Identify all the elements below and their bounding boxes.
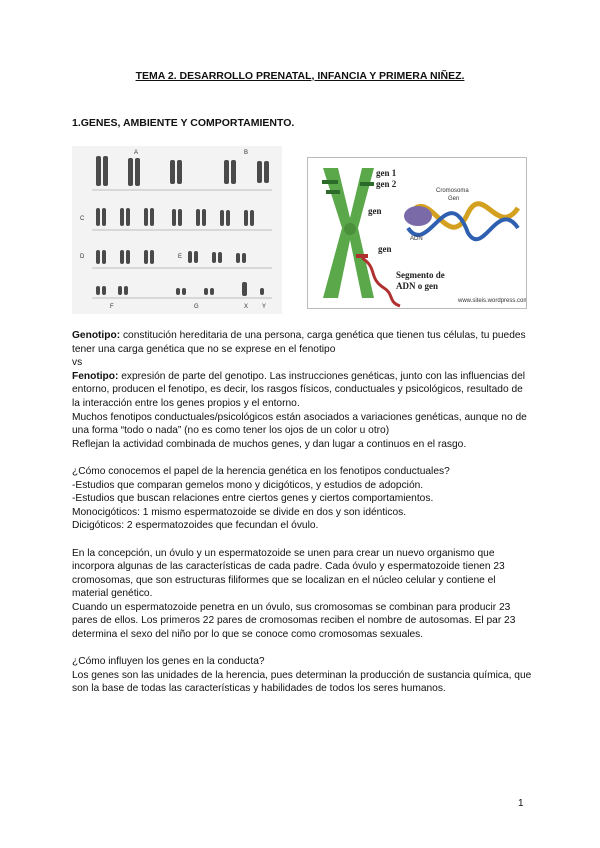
- group-label-d: D: [80, 254, 85, 260]
- document-title: TEMA 2. DESARROLLO PRENATAL, INFANCIA Y PRIMERA NIÑEZ.: [135, 70, 465, 82]
- page-number: 1: [518, 798, 524, 809]
- genotipo-paragraph: [72, 329, 532, 356]
- label-gen-a: gen: [368, 206, 382, 216]
- penetra-paragraph: Cuando un espermatozoide penetra en un óvulo, sus cromosomas se combinan para producir 23 pares de ellos. Los primeros 22 pares de cromosomas reciben el nombre de autosomas. El par 23 determina el sexo del niño por lo que se conoce como cromosomas sexuales.: [72, 601, 516, 641]
- question-herencia: ¿Cómo conocemos el papel de la herencia genética en los fenotipos conductuales?: [72, 465, 450, 477]
- group-label-y: Y: [262, 304, 267, 310]
- label-gen-helix: Gen: [448, 196, 460, 202]
- body-text: [72, 329, 532, 696]
- karyotype-image: [72, 146, 282, 314]
- estudios-genes: -Estudios que buscan relaciones entre ciertos genes y ciertos comportamientos.: [72, 493, 434, 505]
- group-label-b: B: [244, 150, 249, 156]
- fenotipo-definition: expresión de parte del genotipo. Las instrucciones genéticas, junto con las influencias del entorno, producen el fenotipo, es decir, los rasgos físicos, conductuales y psicológicos, resultado de la interacción entre los genes propios y el entorno.: [72, 370, 526, 409]
- estudios-gemelos: -Estudios que comparan gemelos mono y dicigóticos, y estudios de adopción.: [72, 479, 424, 491]
- monocigoticos-text: Monocigóticos: 1 mismo espermatozoide se divide en dos y son idénticos.: [72, 506, 407, 518]
- fenotipo-paragraph: [72, 370, 532, 411]
- label-gen2: gen 2: [376, 179, 397, 189]
- question-conducta: ¿Cómo influyen los genes en la conducta?: [72, 656, 265, 668]
- fenotipos-conductuales-paragraph: Muchos fenotipos conductuales/psicológicos están asociados a variaciones genéticas, aunque no de una forma “todo o nada” (no es como tener los ojos de un color u otro): [72, 411, 527, 437]
- chromosome-dna-image: [307, 157, 527, 309]
- genotipo-term: Genotipo:: [72, 330, 121, 341]
- label-cromosoma: Cromosoma: [436, 188, 469, 194]
- label-adn: ADN: [410, 236, 423, 242]
- unidades-paragraph: Los genes son las unidades de la herencia, pues determinan la producción de sustancia química, que son la base de todas las características y habilidades de todos los seres humanos.: [72, 669, 532, 695]
- group-label-c: C: [80, 216, 85, 222]
- chromosome-dna-drawing: [308, 158, 526, 308]
- label-gen-b: gen: [378, 244, 392, 254]
- group-label-g: G: [194, 304, 199, 310]
- group-label-x: X: [244, 304, 249, 310]
- group-label-a: A: [134, 150, 139, 156]
- label-gen1: gen 1: [376, 168, 397, 178]
- group-label-f: F: [110, 304, 114, 310]
- dicigoticos-text: Dicigóticos: 2 espermatozoides que fecundan el óvulo.: [72, 520, 319, 532]
- figure-url: www.siteis.wordpress.com: [458, 298, 526, 304]
- genotipo-definition: constitución hereditaria de una persona, carga genética que tienen tus células, tu puedes tener una carga genética que no se exprese en el fenotipo: [72, 330, 526, 355]
- vs-text: vs: [72, 357, 83, 369]
- karyotype-drawing: [72, 146, 282, 314]
- label-adn-gen: ADN o gen: [396, 281, 438, 291]
- label-segmento: Segmento de: [396, 270, 445, 280]
- section-heading: 1.GENES, AMBIENTE Y COMPORTAMIENTO.: [72, 117, 295, 129]
- fenotipo-term: Fenotipo:: [72, 370, 119, 382]
- group-label-e: E: [178, 254, 183, 260]
- reflejan-paragraph: Reflejan la actividad combinada de muchos genes, y dan lugar a continuos en el rasgo.: [72, 438, 467, 450]
- concepcion-paragraph: En la concepción, un óvulo y un espermatozoide se unen para crear un nuevo organismo que incorpora algunas de las características de cada padre. Cada óvulo y espermatozoide tienen 23 cromosomas, que son estructuras filiformes que se localizan en el núcleo celular y contiene el material genético.: [72, 547, 505, 600]
